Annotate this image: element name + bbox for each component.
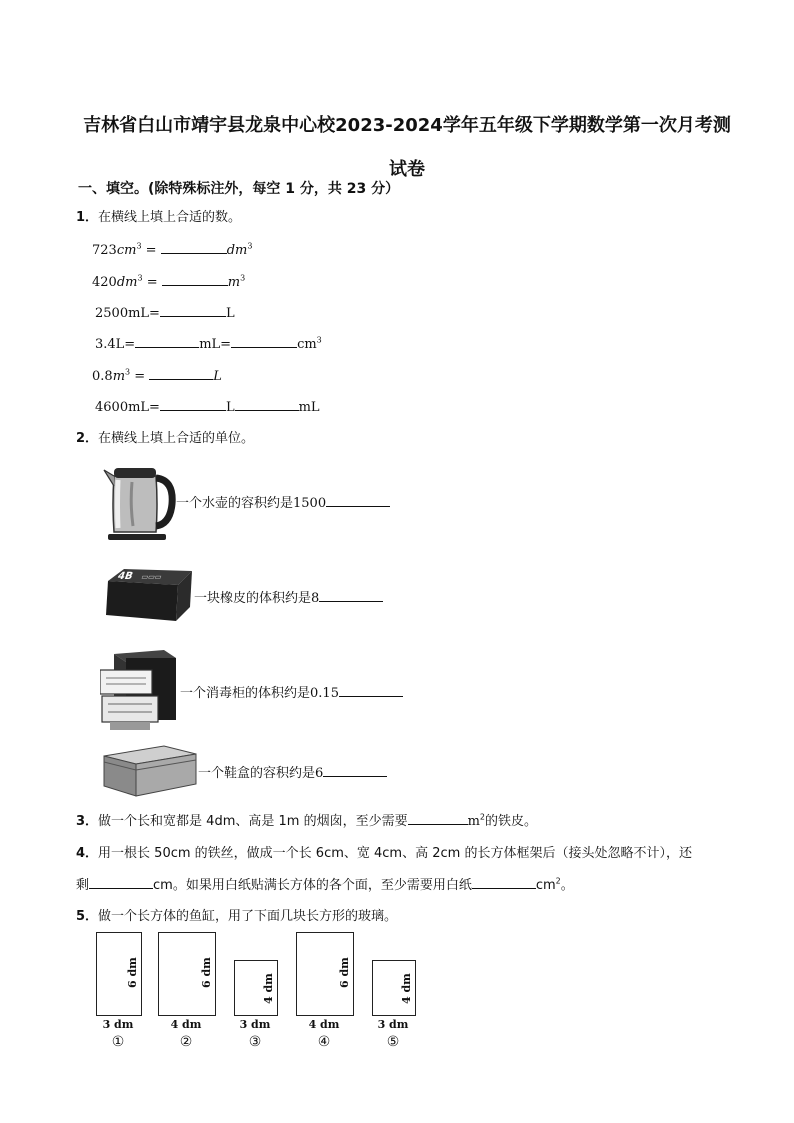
svg-text:▭▭▭: ▭▭▭ <box>140 572 164 581</box>
answer-blank[interactable] <box>339 682 403 697</box>
answer-blank[interactable] <box>149 365 213 380</box>
answer-blank[interactable] <box>408 810 468 825</box>
panel-height-label: 6 dm <box>126 957 139 988</box>
svg-text:4B: 4B <box>115 570 135 582</box>
panel-width-label: 3 dm <box>102 1018 134 1031</box>
panel-mark: ④ <box>317 1034 331 1050</box>
panel-width-label: 4 dm <box>170 1018 202 1031</box>
shoebox-icon <box>100 742 198 800</box>
item-text: 一块橡皮的体积约是 <box>194 590 312 606</box>
question-number: 3． <box>76 814 99 829</box>
answer-blank[interactable] <box>162 271 228 286</box>
item-shoebox <box>100 742 387 800</box>
item-kettle <box>100 460 390 542</box>
panel-height-label: 4 dm <box>262 973 275 1004</box>
question-number: 4． <box>76 846 99 861</box>
item-disinfection-cabinet <box>100 648 403 734</box>
question-2 <box>76 427 254 446</box>
item-value: 1500 <box>293 495 327 511</box>
item-value: 6 <box>315 765 324 781</box>
question-number: 1． <box>76 210 99 225</box>
title-line-2: 试卷 <box>389 159 425 180</box>
question-3: 3．做一个长和宽都是 4dm、高是 1m 的烟囱，至少需要 $m^2$的铁皮。 <box>76 810 537 829</box>
question-5 <box>76 905 397 924</box>
fill-line-2: $420dm^3 = m^3$ <box>92 271 245 290</box>
panel-width-label: 3 dm <box>239 1018 271 1031</box>
panel-height-label: 4 dm <box>400 973 413 1004</box>
panel-height-label: 6 dm <box>338 957 351 988</box>
answer-blank[interactable] <box>235 396 299 411</box>
panel-width-label: 3 dm <box>377 1018 409 1031</box>
item-eraser <box>104 565 383 627</box>
answer-blank[interactable] <box>89 874 153 889</box>
question-4: 4．用一根长 50cm 的铁丝，做成一个长 6cm、宽 4cm、高 2cm 的长方体框架后（接头处忽略不计），还 剩 cm。如果用白纸贴满长方体的各个面，至少需要用白纸 $cm^2$。 <box>76 846 692 893</box>
answer-blank[interactable] <box>326 492 390 507</box>
fill-line-6: 4600mL= L mL <box>95 396 320 415</box>
panel-mark: ① <box>111 1034 125 1050</box>
question-number: 5． <box>76 909 99 924</box>
item-text: 一个鞋盒的容积约是 <box>198 765 316 781</box>
item-value: 0.15 <box>310 685 339 701</box>
question-1 <box>76 206 241 225</box>
question-text: 在横线上填上合适的单位。 <box>98 431 255 446</box>
item-text: 一个水壶的容积约是 <box>176 495 294 511</box>
answer-blank[interactable] <box>160 302 226 317</box>
fill-line-4: $3.4L= mL= cm^3$ <box>95 333 322 352</box>
answer-blank[interactable] <box>231 333 297 348</box>
panel-height-label: 6 dm <box>200 957 213 988</box>
fill-line-5: $0.8m^3 = L$ <box>92 365 222 384</box>
fill-line-3: 2500mL= L <box>95 302 235 321</box>
answer-blank[interactable] <box>161 239 227 254</box>
section-heading: 一、填空。(除特殊标注外，每空 1 分，共 23 分） <box>78 181 400 197</box>
panel-mark: ⑤ <box>386 1034 400 1050</box>
answer-blank[interactable] <box>323 762 387 777</box>
answer-blank[interactable] <box>319 587 383 602</box>
item-value: 8 <box>311 590 320 606</box>
panel-width-label: 4 dm <box>308 1018 340 1031</box>
fill-line-1: $723cm^3 = dm^3$ <box>92 239 252 258</box>
answer-blank[interactable] <box>472 874 536 889</box>
kettle-icon <box>100 460 176 542</box>
panel-mark: ③ <box>248 1034 262 1050</box>
answer-blank[interactable] <box>135 333 199 348</box>
question-text: 做一个长方体的鱼缸，用了下面几块长方形的玻璃。 <box>98 909 398 924</box>
answer-blank[interactable] <box>160 396 226 411</box>
title-line-1: 吉林省白山市靖宇县龙泉中心校2023-2024学年五年级下学期数学第一次月考测 <box>83 115 731 136</box>
eraser-icon <box>104 565 194 627</box>
question-text: 在横线上填上合适的数。 <box>98 210 242 225</box>
question-number: 2． <box>76 431 99 446</box>
item-text: 一个消毒柜的体积约是 <box>180 685 311 701</box>
panel-mark: ② <box>179 1034 193 1050</box>
glass-panels-figure <box>92 928 432 1058</box>
disinfection-cabinet-icon <box>100 648 180 734</box>
